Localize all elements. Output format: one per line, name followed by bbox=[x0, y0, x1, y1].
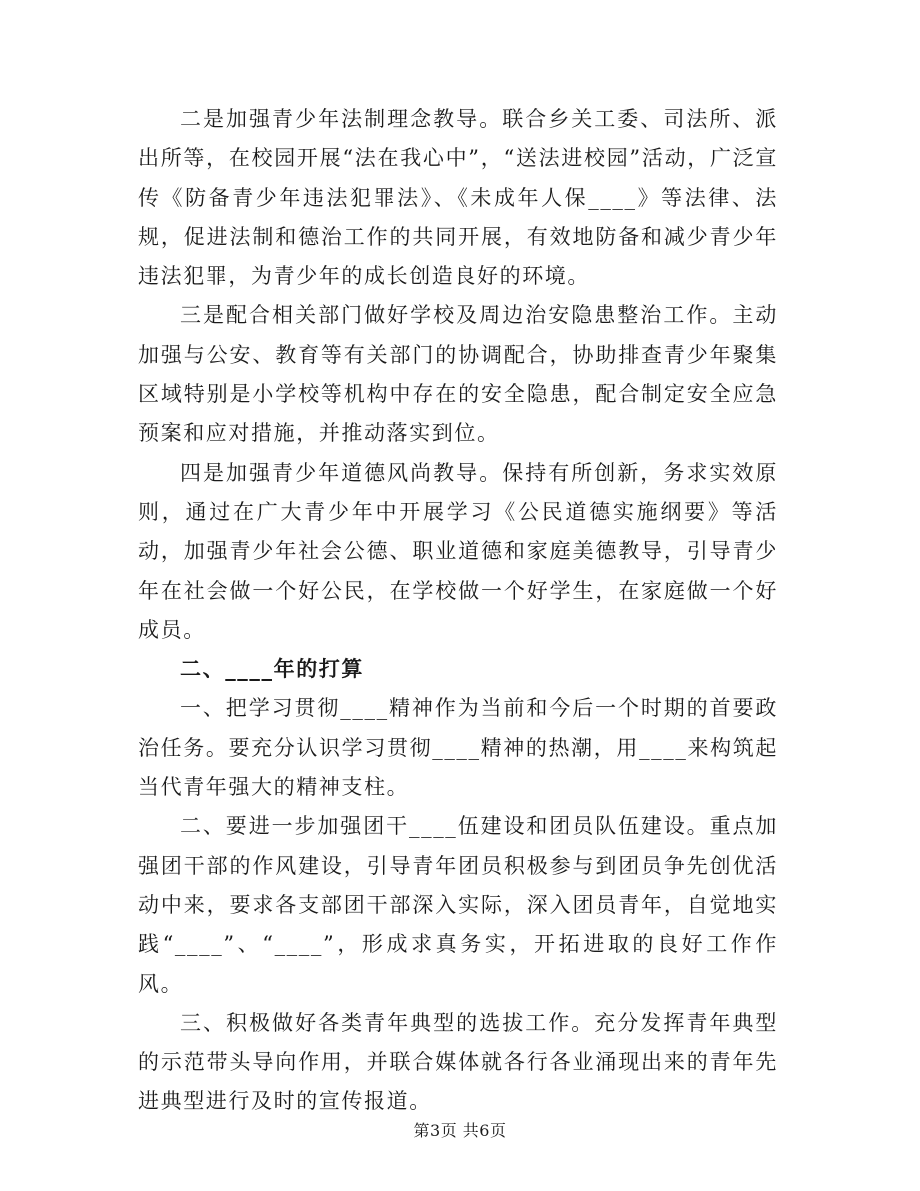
paragraph-moral-education: 四是加强青少年道德风尚教导。保持有所创新，务求实效原则，通过在广大青少年中开展学习《公民道德实施纲要》等活动，加强青少年社会公德、职业道德和家庭美德教导，引导青少年在社会做一个好公民，在学校做一个好学生，在家庭做一个好成员。 bbox=[138, 460, 778, 642]
paragraph-plan-role-models: 三、积极做好各类青年典型的选拔工作。充分发挥青年典型的示范带头导向作用，并联合媒体就各行各业涌现出来的青年先进典型进行及时的宣传报道。 bbox=[138, 1010, 778, 1114]
paragraph-plan-team-building: 二、要进一步加强团干____伍建设和团员队伍建设。重点加强团干部的作风建设，引导青年团员积极参与到团员争先创优活动中来，要求各支部团干部深入实际，深入团员青年，自觉地实践“____”、“____”，形成求真务实，开拓进取的良好工作作风。 bbox=[138, 814, 778, 996]
paragraph-safety-rectification: 三是配合相关部门做好学校及周边治安隐患整治工作。主动加强与公安、教育等有关部门的协调配合，协助排查青少年聚集区域特别是小学校等机构中存在的安全隐患，配合制定安全应急预案和应对措施，并推动落实到位。 bbox=[138, 303, 778, 446]
paragraph-plan-study: 一、把学习贯彻____精神作为当前和今后一个时期的首要政治任务。要充分认识学习贯彻____精神的热潮，用____来构筑起当代青年强大的精神支柱。 bbox=[138, 696, 778, 800]
page-number: 第3页 共6页 bbox=[413, 1121, 507, 1140]
paragraph-legal-education: 二是加强青少年法制理念教导。联合乡关工委、司法所、派出所等，在校园开展“法在我心中”，“送法进校园”活动，广泛宣传《防备青少年违法犯罪法》、《未成年人保____》等法律、法规，促进法制和德治工作的共同开展，有效地防备和减少青少年违法犯罪，为青少年的成长创造良好的环境。 bbox=[138, 107, 778, 289]
section-heading-plan: 二、____年的打算 bbox=[180, 657, 364, 682]
document-body bbox=[138, 100, 778, 1122]
